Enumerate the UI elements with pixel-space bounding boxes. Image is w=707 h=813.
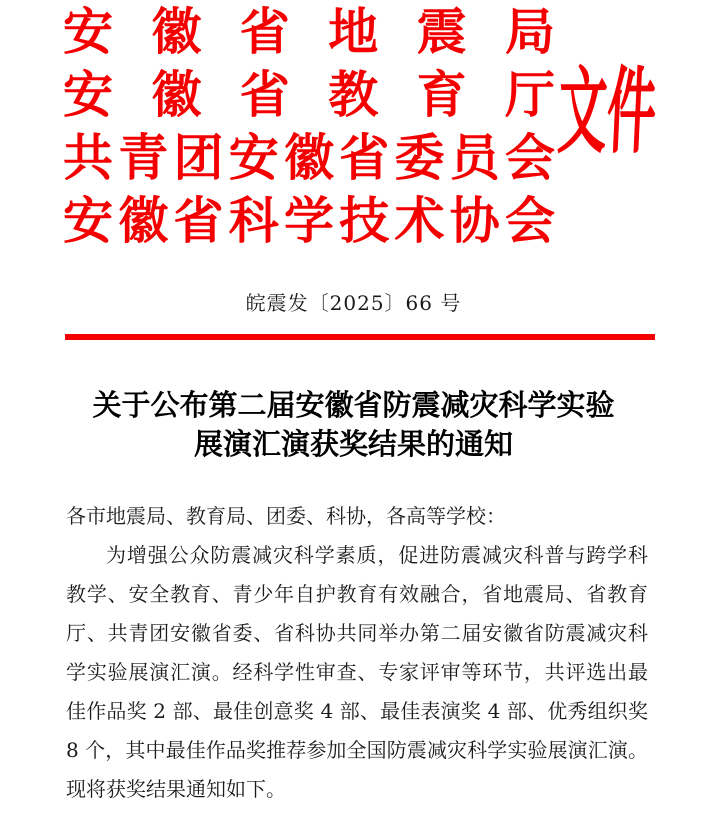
notice-title-line1: 关于公布第二届安徽省防震减灾科学实验 [92,388,615,422]
agency-line-science-association: 安徽省科学技术协会 [63,191,555,250]
agency-line-youth-league: 共青团安徽省委员会 [63,128,555,187]
letterhead-document-word: 文件 [555,57,659,167]
body-paragraph-line: 现将获奖结果通知如下。 [66,777,286,801]
salutation-line: 各市地震局、教育局、团委、科协，各高等学校： [66,504,506,528]
body-paragraph-line: 8 个，其中最佳作品奖推荐参加全国防震减灾科学实验展演汇演。 [66,738,648,762]
body-paragraph-line: 佳作品奖 2 部、最佳创意奖 4 部、最佳表演奖 4 部、优秀组织奖 [66,699,648,723]
document-number: 皖震发〔2025〕66 号 [245,291,462,315]
body-paragraph-line: 厅、共青团安徽省委、省科协共同举办第二届安徽省防震减灾科 [66,621,648,645]
body-paragraph-line: 教学、安全教育、青少年自护教育有效融合，省地震局、省教育 [66,582,648,606]
notice-title [0,386,707,464]
agency-line-earthquake-bureau: 安徽省地震局 [63,2,555,61]
notice-body [66,497,648,809]
body-paragraph-line: 学实验展演汇演。经科学性审查、专家评审等环节，共评选出最 [66,660,648,684]
body-paragraph-line: 为增强公众防震减灾科学素质，促进防震减灾科普与跨学科 [106,543,648,567]
letterhead-agency-block [63,0,555,252]
red-separator-rule [65,334,655,340]
notice-title-line2: 展演汇演获奖结果的通知 [193,427,513,461]
agency-line-education-department: 安徽省教育厅 [63,65,555,124]
